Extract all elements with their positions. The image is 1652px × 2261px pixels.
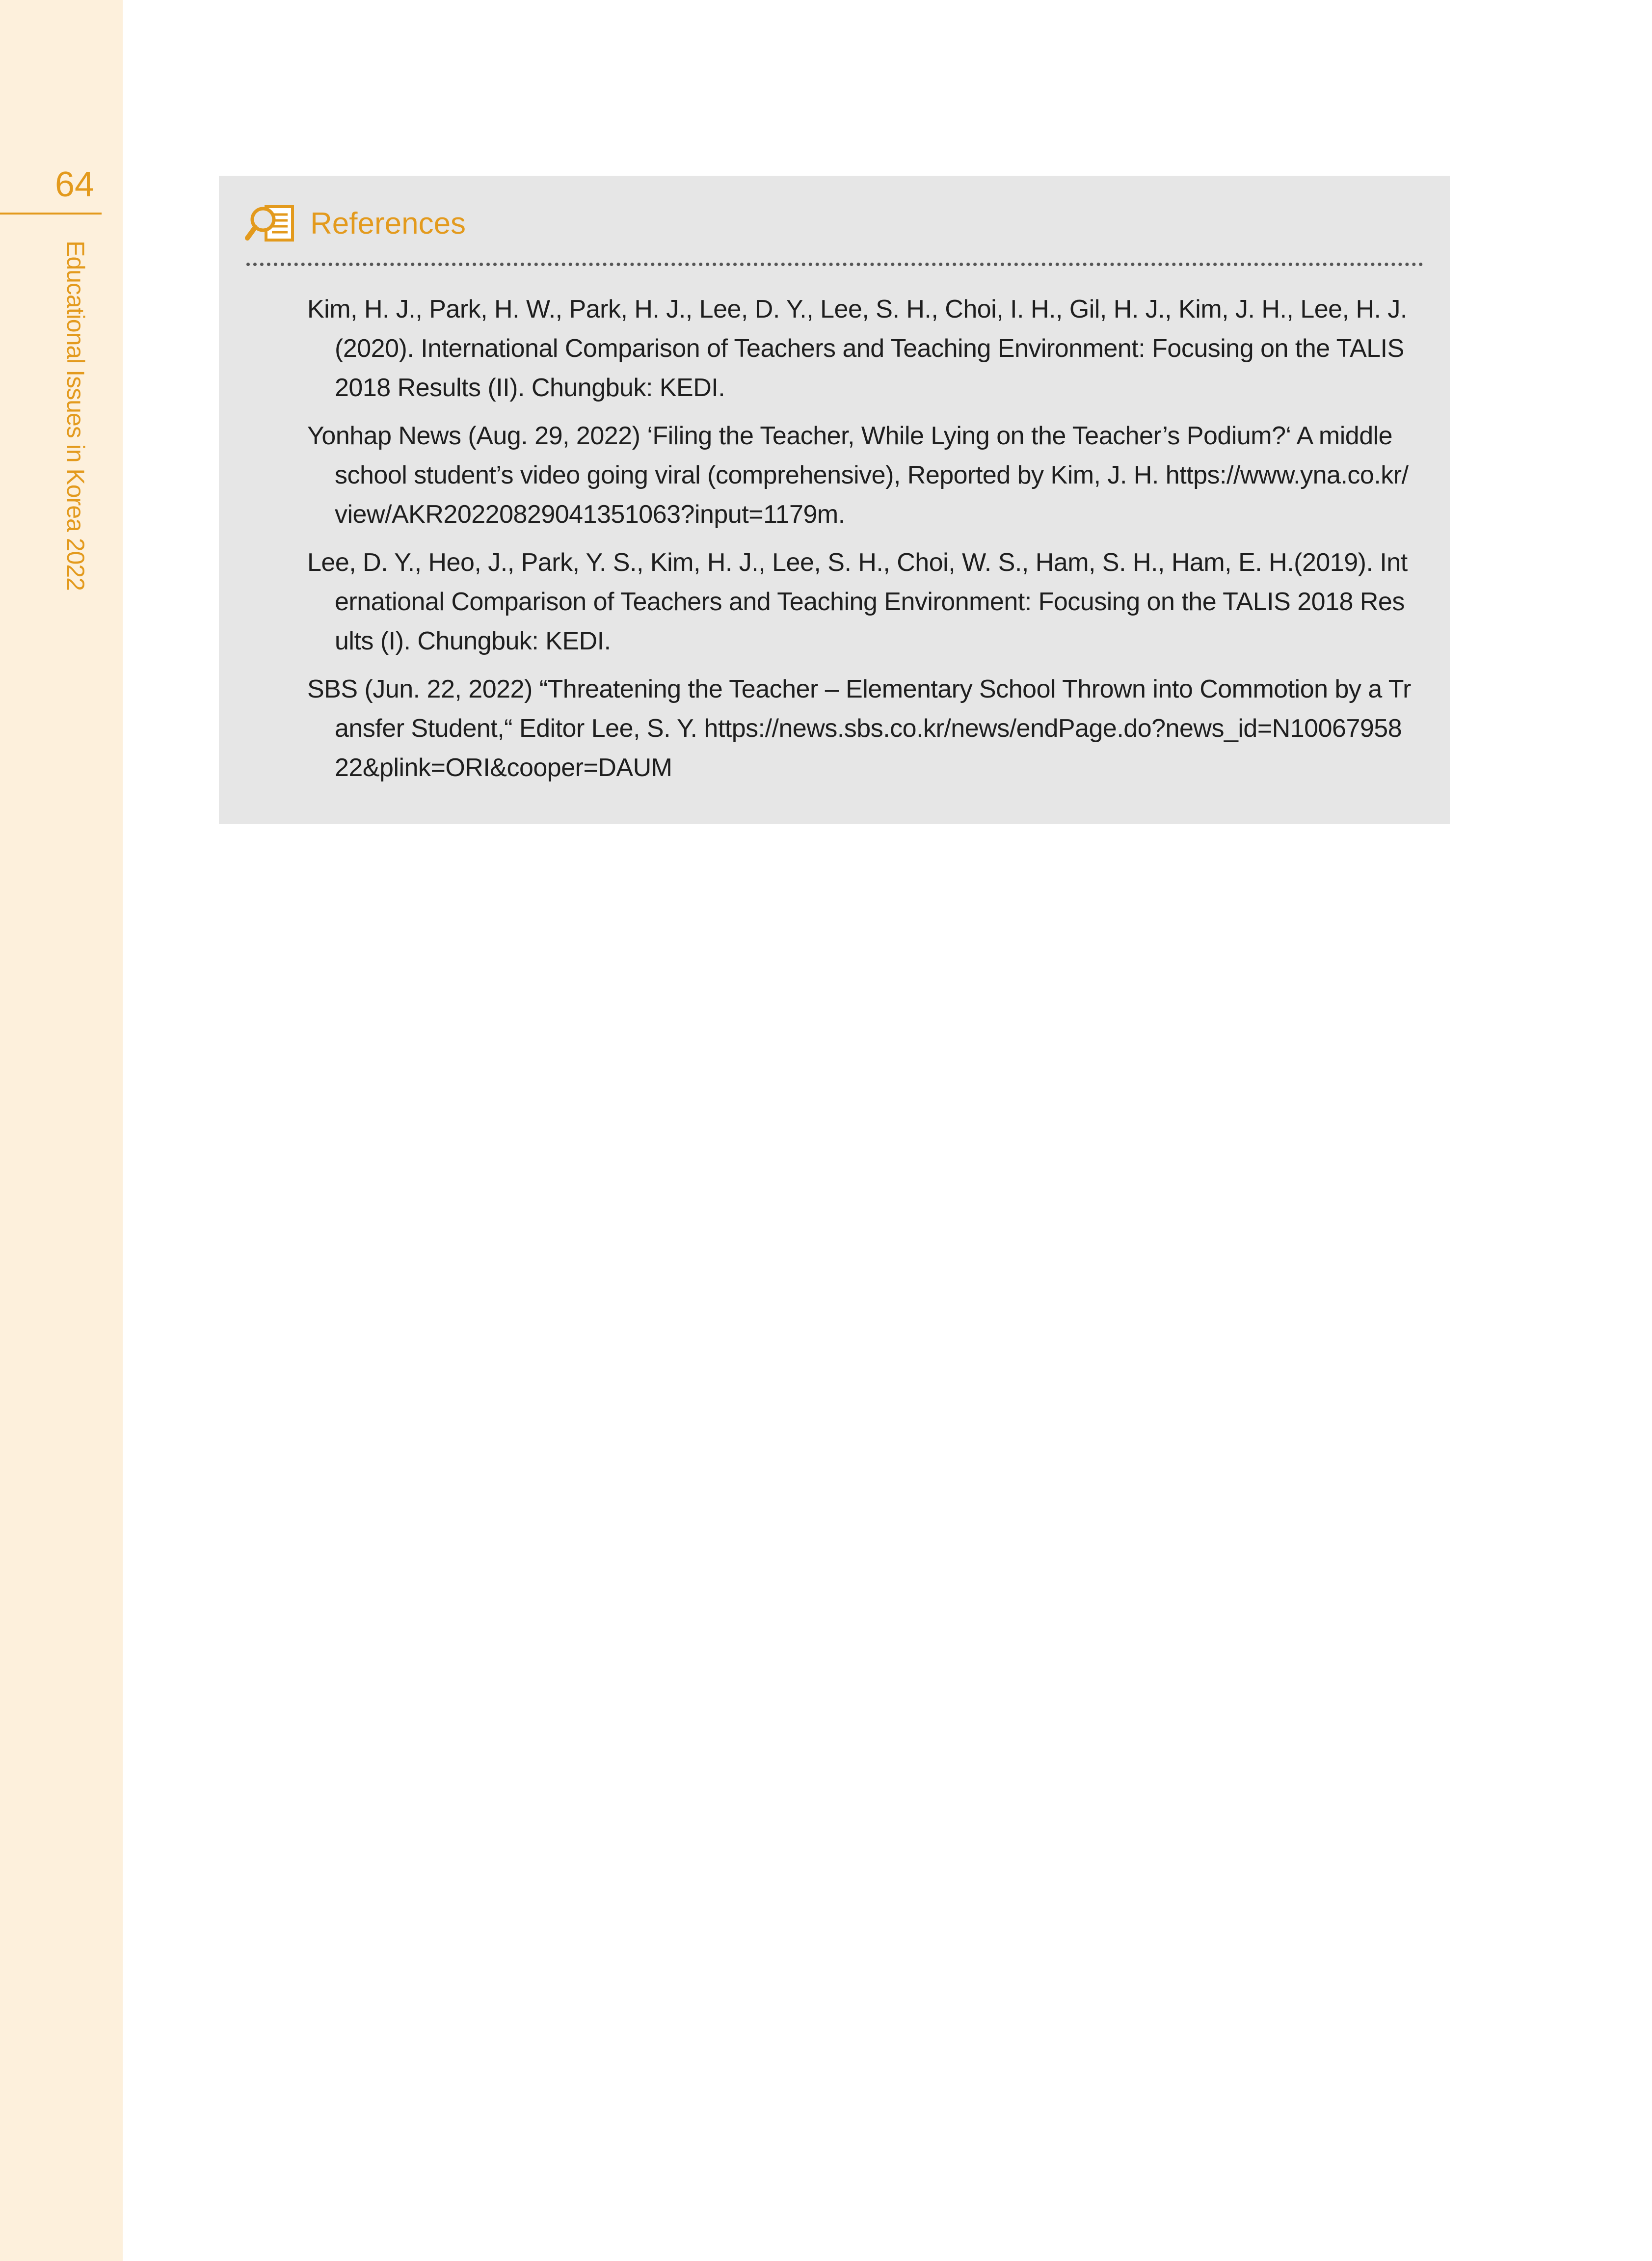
magnifier-document-icon bbox=[244, 204, 295, 243]
references-box bbox=[219, 176, 1450, 824]
running-title-container bbox=[61, 241, 101, 594]
reference-item: Yonhap News (Aug. 29, 2022) ‘Filing the Teacher, While Lying on the Teacher’s Podium?‘ A middle school student’s video going viral (comprehensive), Reported by Kim, J. H. https://www.yna.co.kr/view/AKR20220829041351063?input=1179m. bbox=[307, 422, 1409, 529]
page-number-rule bbox=[0, 213, 102, 215]
reference-item: SBS (Jun. 22, 2022) “Threatening the Teacher – Elementary School Thrown into Commotion by a Transfer Student,“ Editor Lee, S. Y. https://news.sbs.co.kr/news/endPage.do?news_id=N1006795822&plink=ORI&cooper=DAUM bbox=[307, 675, 1411, 782]
page-number: 64 bbox=[55, 165, 95, 204]
reference-item: Lee, D. Y., Heo, J., Park, Y. S., Kim, H. J., Lee, S. H., Choi, W. S., Ham, S. H., Ham, E. H.(2019). International Comparison of Teachers and Teaching Environment: Focusing on the TALIS 2018 Results (I). Chungbuk: KEDI. bbox=[307, 548, 1408, 655]
references-title: References bbox=[310, 206, 466, 241]
references-header bbox=[244, 201, 466, 245]
reference-list bbox=[307, 290, 1412, 796]
dotted-divider bbox=[246, 263, 1423, 266]
reference-item: Kim, H. J., Park, H. W., Park, H. J., Lee, D. Y., Lee, S. H., Choi, I. H., Gil, H. J., Kim, J. H., Lee, H. J.(2020). International Comparison of Teachers and Teaching Environment: Focusing on the TALIS 2018 Results (II). Chungbuk: KEDI. bbox=[307, 295, 1407, 402]
running-title: Educational Issues in Korea 2022 bbox=[62, 241, 89, 591]
